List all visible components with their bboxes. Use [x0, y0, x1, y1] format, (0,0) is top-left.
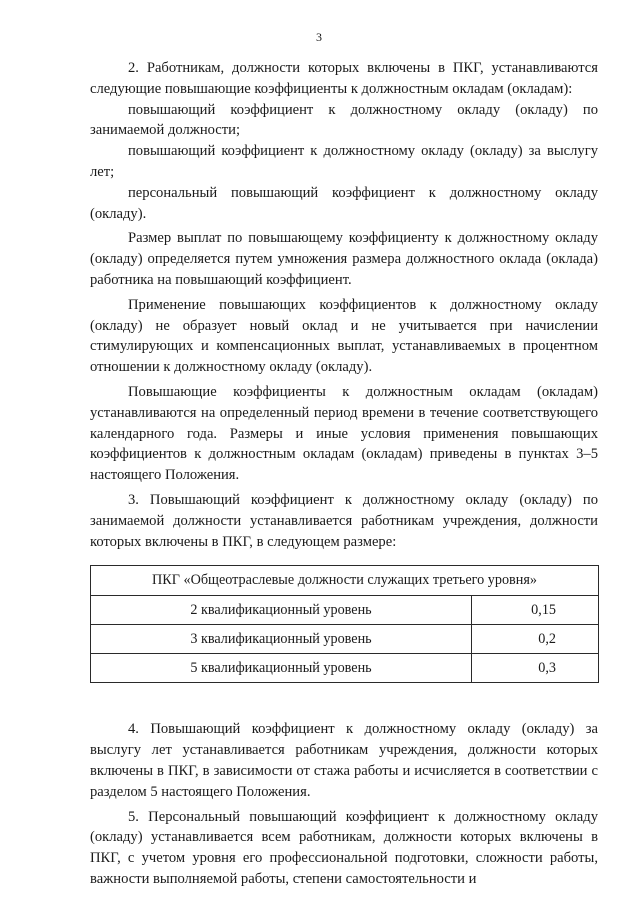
list-item-seniority-coefficient: повышающий коэффициент к должностному окладу (окладу) за выслугу лет;	[90, 143, 598, 180]
paragraph-coefficient-period: Повышающие коэффициенты к должностным окладам (окладам) устанавливаются на определенный период времени в течение соответствующего календарного года. Размеры и иные условия применения повышающих коэффициентов к должностным окладам (окладам) приведены в пунктах 3–5 настоящего Положения.	[90, 383, 598, 484]
qualification-level-cell: 5 квалификационный уровень	[91, 654, 472, 683]
coefficient-value-cell: 0,2	[472, 625, 599, 654]
list-item-personal-coefficient: персональный повышающий коэффициент к должностному окладу (окладу).	[90, 184, 598, 222]
table-header-row	[91, 566, 599, 596]
paragraph-item-3: 3. Повышающий коэффициент к должностному окладу (окладу) по занимаемой должности устанавливается работникам учреждения, должности которых включены в ПКГ, в следующем размере:	[90, 491, 598, 550]
table-row	[91, 625, 599, 654]
paragraph-item-5: 5. Персональный повышающий коэффициент к должностному окладу (окладу) устанавливается всем работникам, должности которых включены в ПКГ, с учетом уровня его профессиональной подготовки, сложности работы, важности выполняемой работы, степени самостоятельности и	[90, 808, 598, 887]
qualification-level-cell: 2 квалификационный уровень	[91, 596, 472, 625]
table-header: ПКГ «Общеотраслевые должности служащих третьего уровня»	[91, 566, 599, 596]
paragraph-payment-size: Размер выплат по повышающему коэффициенту к должностному окладу (окладу) определяется путем умножения размера должностного оклада (оклада) работника на повышающий коэффициент.	[90, 230, 598, 288]
table-row	[91, 654, 599, 683]
document-body	[90, 58, 598, 890]
page-number: 3	[316, 30, 322, 44]
coefficient-table	[90, 565, 599, 683]
paragraph-coefficient-application: Применение повышающих коэффициентов к должностному окладу (окладу) не образует новый оклад и не учитывается при начислении стимулирующих и компенсационных выплат, устанавливаемых в процентном отношении к должностному окладу (окладу).	[90, 296, 598, 376]
paragraph-item-4: 4. Повышающий коэффициент к должностному окладу (окладу) за выслугу лет устанавливается работникам учреждения, должности которых включены в ПКГ, в зависимости от стажа работы и исчисляется в соответствии с разделом 5 настоящего Положения.	[90, 721, 598, 800]
paragraph-item-2: 2. Работникам, должности которых включены в ПКГ, устанавливаются следующие повышающие коэффициенты к должностным окладам (окладам):	[90, 60, 598, 97]
coefficient-value-cell: 0,15	[472, 596, 599, 625]
list-item-position-coefficient: повышающий коэффициент к должностному окладу (окладу) по занимаемой должности;	[90, 101, 598, 139]
qualification-level-cell: 3 квалификационный уровень	[91, 625, 472, 654]
coefficient-value-cell: 0,3	[472, 654, 599, 683]
table-row	[91, 596, 599, 625]
